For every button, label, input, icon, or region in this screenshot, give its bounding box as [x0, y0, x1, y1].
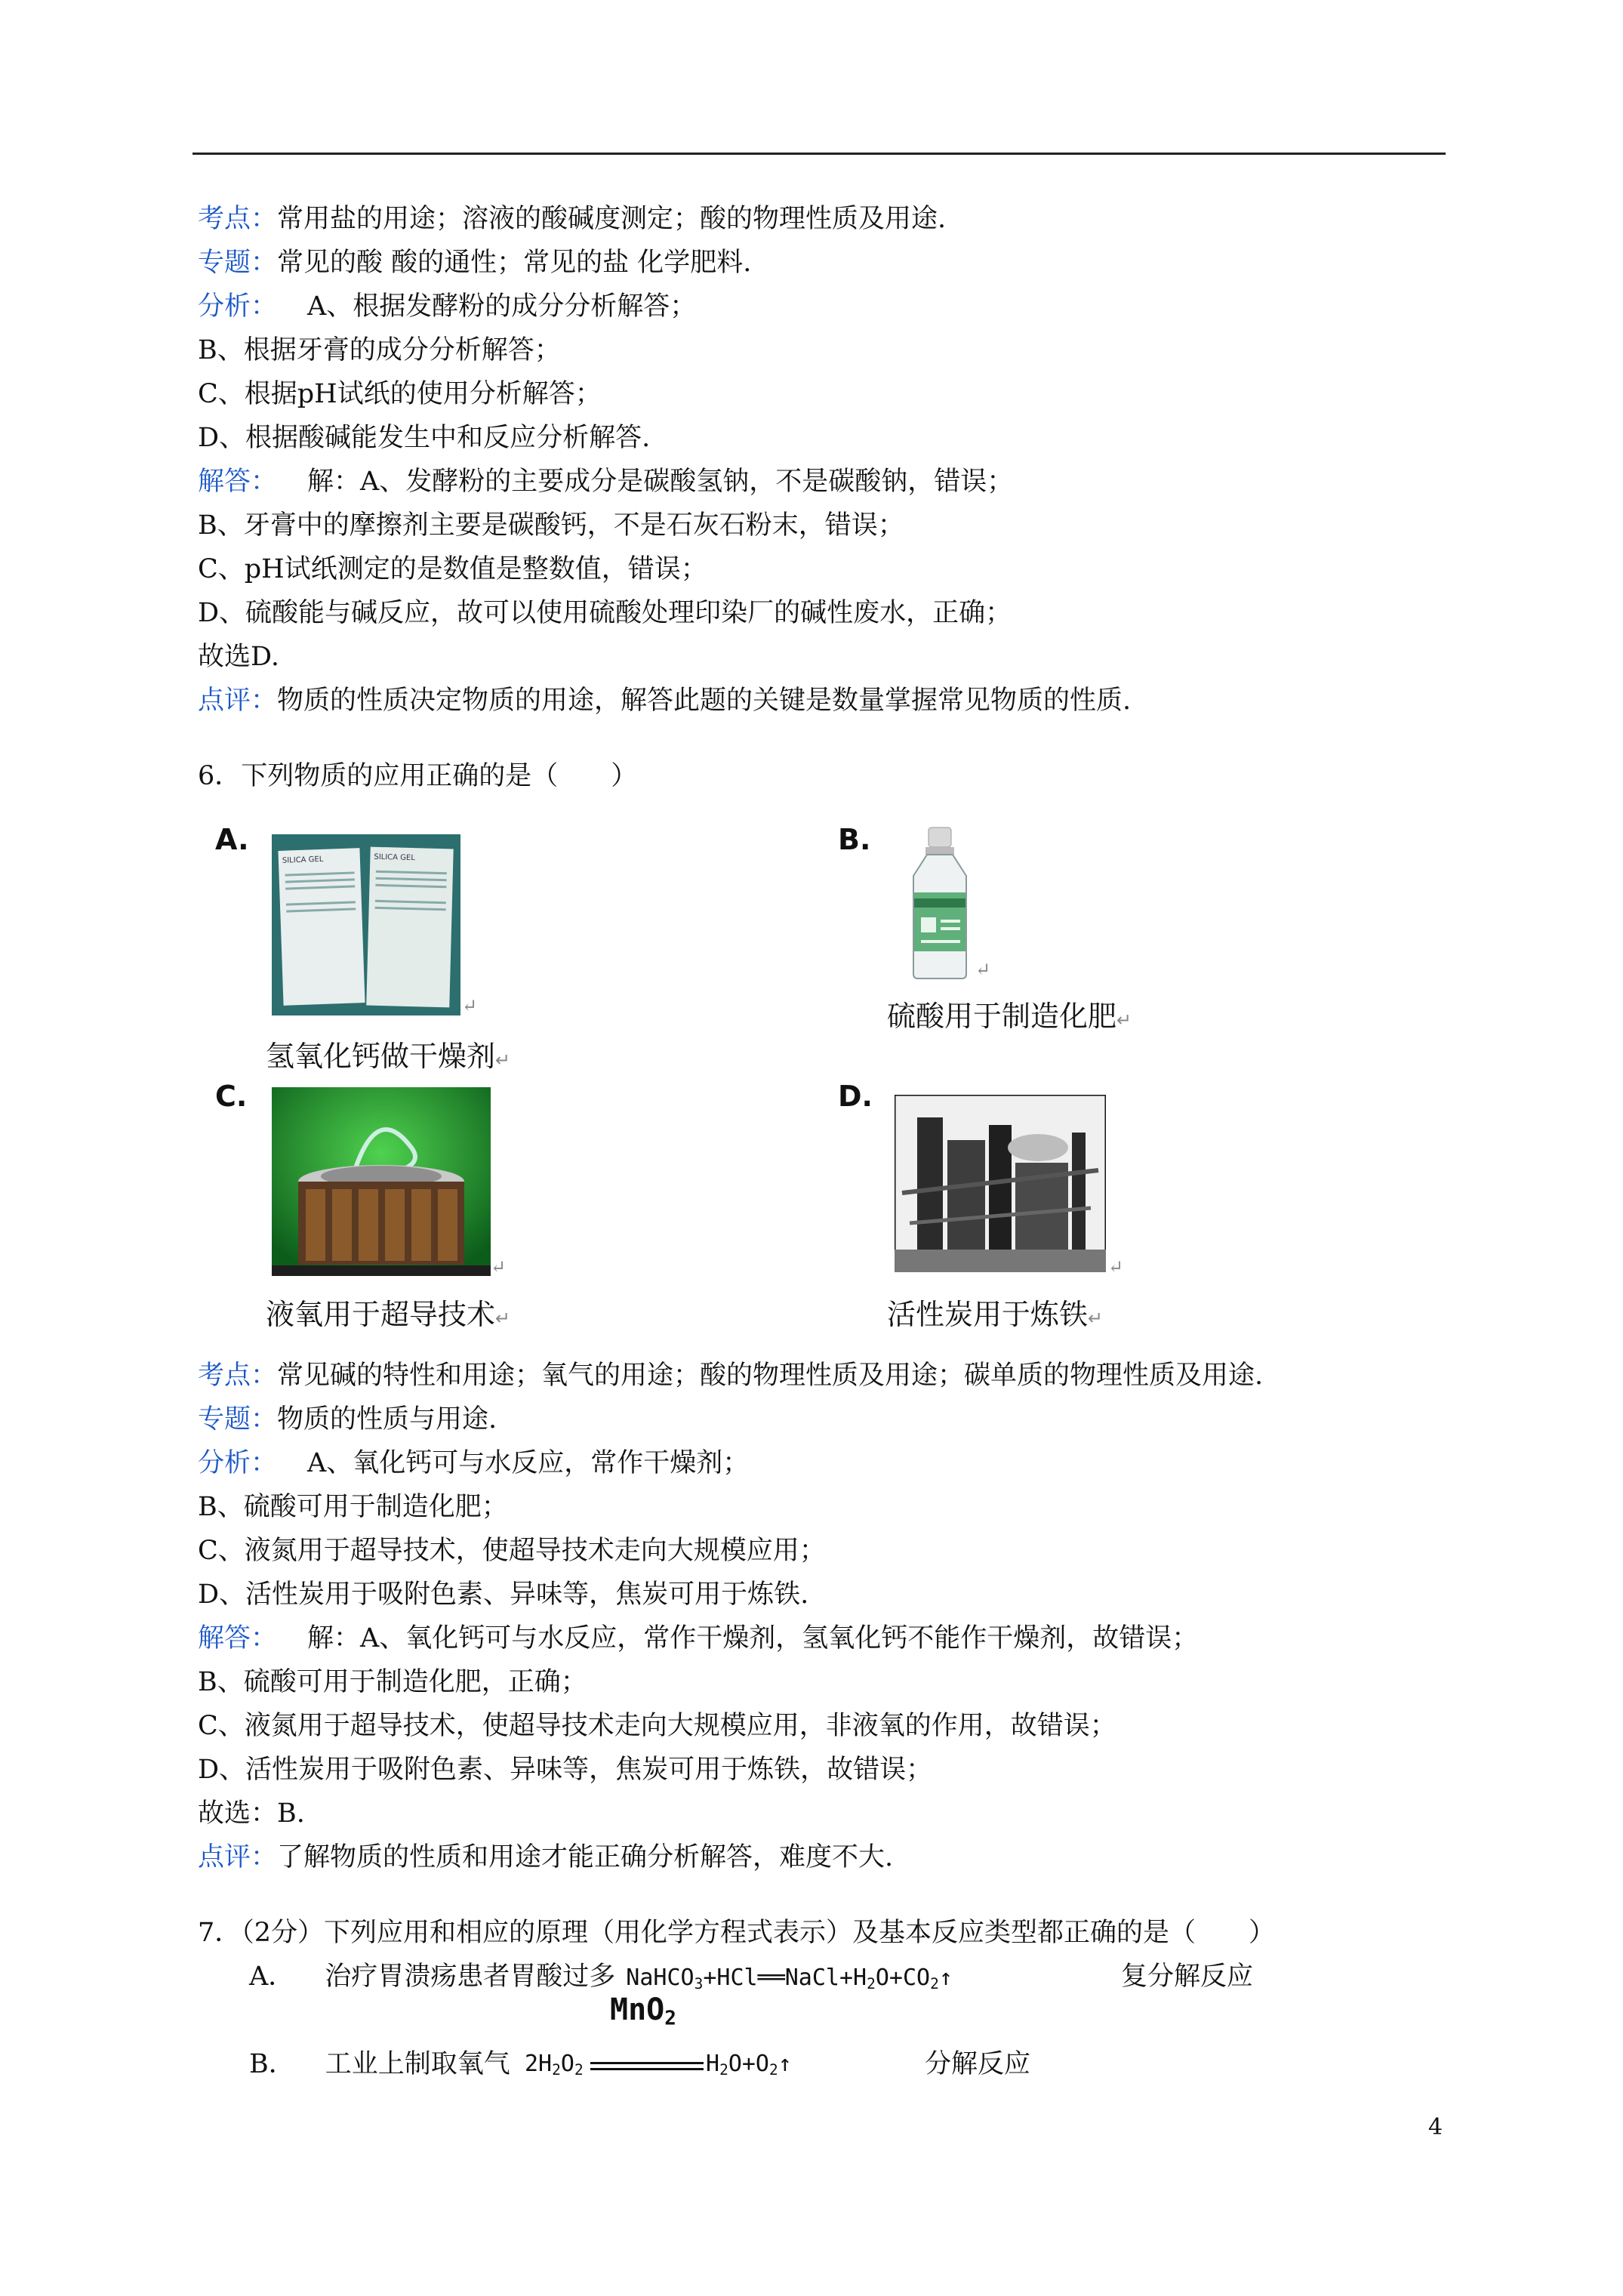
q7-option-b-equation-right: $H_2O+O_2↑$ — [706, 2051, 792, 2079]
q6-option-b-caption: 硫酸用于制造化肥↵ — [887, 1000, 1132, 1033]
q5-jieda-0: 解答： 解：A、发酵粉的主要成分是碳酸氢钠，不是碳酸钠，错误； — [198, 467, 1014, 497]
blast-furnace-photo — [895, 1095, 1106, 1272]
q6-option-d-caption: 活性炭用于炼铁↵ — [887, 1298, 1104, 1331]
q7-option-b: B． 工业上制取氧气 — [249, 2049, 510, 2079]
equals-bar-top — [590, 2062, 704, 2064]
q5-zhuanti: 专题：常见的酸 酸的通性；常见的盐 化学肥料. — [198, 248, 752, 278]
superconductor-photo — [272, 1087, 491, 1276]
q5-kaodian: 考点：常用盐的用途；溶液的酸碱度测定；酸的物理性质及用途. — [198, 204, 947, 234]
q7-catalyst: MnO$_2$ — [610, 1992, 676, 2030]
q5-dianping: 点评：物质的性质决定物质的用途，解答此题的关键是数量掌握常见物质的性质. — [198, 686, 1132, 716]
equals-bar-bottom — [590, 2068, 704, 2070]
q7-option-b-equation-left: $2H_2O_2$ — [525, 2051, 584, 2079]
return-mark: ↵ — [975, 959, 991, 980]
q6-option-a-letter: A. — [215, 823, 249, 856]
q6-dianping: 点评：了解物质的性质和用途才能正确分析解答，难度不大. — [198, 1842, 894, 1872]
silica-gel-photo — [272, 834, 460, 1015]
q5-fenxi-3: D、根据酸碱能发生中和反应分析解答. — [198, 423, 651, 453]
q7-option-a-equation: $NaHCO_3+HCl══NaCl+H_2O+CO_2↑$ — [626, 1965, 953, 1992]
q6-kaodian: 考点：常见碱的特性和用途；氧气的用途；酸的物理性质及用途；碳单质的物理性质及用途. — [198, 1361, 1264, 1391]
q6-jieda-0: 解答： 解：A、氧化钙可与水反应，常作干燥剂，氢氧化钙不能作干燥剂，故错误； — [198, 1623, 1199, 1653]
q6-zhuanti: 专题：物质的性质与用途. — [198, 1404, 497, 1435]
q6-jieda-3: D、活性炭用于吸附色素、异味等，焦炭可用于炼铁，故错误； — [198, 1755, 933, 1785]
q5-fenxi-0: 分析： A、根据发酵粉的成分分析解答； — [198, 291, 697, 322]
acid-bottle-photo — [891, 823, 989, 982]
q6-jieda-4: 故选：B. — [198, 1798, 305, 1829]
q6-option-b-letter: B. — [838, 823, 871, 856]
q6-jieda-1: B、硫酸可用于制造化肥，正确； — [198, 1667, 587, 1697]
page-number: 4 — [1428, 2114, 1443, 2140]
q5-fenxi-2: C、根据pH试纸的使用分析解答； — [198, 379, 602, 409]
q5-jieda-3: D、硫酸能与碱反应，故可以使用硫酸处理印染厂的碱性废水，正确； — [198, 598, 1012, 628]
q5-fenxi-1: B、根据牙膏的成分分析解答； — [198, 335, 561, 365]
packet-right: SILICA GEL — [366, 847, 453, 1008]
q5-jieda-4: 故选D. — [198, 642, 279, 672]
q6-fenxi-3: D、活性炭用于吸附色素、异味等，焦炭可用于炼铁. — [198, 1579, 809, 1610]
q6-fenxi-1: B、硫酸可用于制造化肥； — [198, 1492, 508, 1522]
q7-option-a-type: 复分解反应 — [1121, 1962, 1254, 1992]
q5-jieda-2: C、pH试纸测定的是数值是整数值，错误； — [198, 554, 707, 584]
return-mark: ↵ — [1108, 1256, 1124, 1277]
q7-question: 7．（2分）下列应用和相应的原理（用化学方程式表示）及基本反应类型都正确的是（ ） — [198, 1918, 1276, 1948]
q6-jieda-2: C、液氮用于超导技术，使超导技术走向大规模应用，非液氧的作用，故错误； — [198, 1711, 1116, 1741]
return-mark: ↵ — [462, 995, 478, 1016]
q7-option-b-type: 分解反应 — [925, 2049, 1031, 2079]
q7-option-a: A． 治疗胃溃疡患者胃酸过多 $NaHCO_3+HCl══NaCl+H_2O+CO_2↑$ — [249, 1962, 953, 1992]
q6-option-c-caption: 液氧用于超导技术↵ — [266, 1298, 511, 1331]
q6-option-c-letter: C. — [215, 1080, 248, 1113]
q6-question: 6．下列物质的应用正确的是（ ） — [198, 761, 638, 791]
packet-left: SILICA GEL — [278, 848, 365, 1006]
q6-fenxi-0: 分析： A、氧化钙可与水反应，常作干燥剂； — [198, 1448, 750, 1478]
q6-option-d-letter: D. — [838, 1080, 873, 1113]
q6-option-a-caption: 氢氧化钙做干燥剂↵ — [266, 1040, 511, 1073]
q5-jieda-1: B、牙膏中的摩擦剂主要是碳酸钙，不是石灰石粉末，错误； — [198, 510, 904, 541]
return-mark: ↵ — [491, 1256, 507, 1277]
header-rule — [192, 153, 1446, 155]
q6-fenxi-2: C、液氮用于超导技术，使超导技术走向大规模应用； — [198, 1536, 826, 1566]
